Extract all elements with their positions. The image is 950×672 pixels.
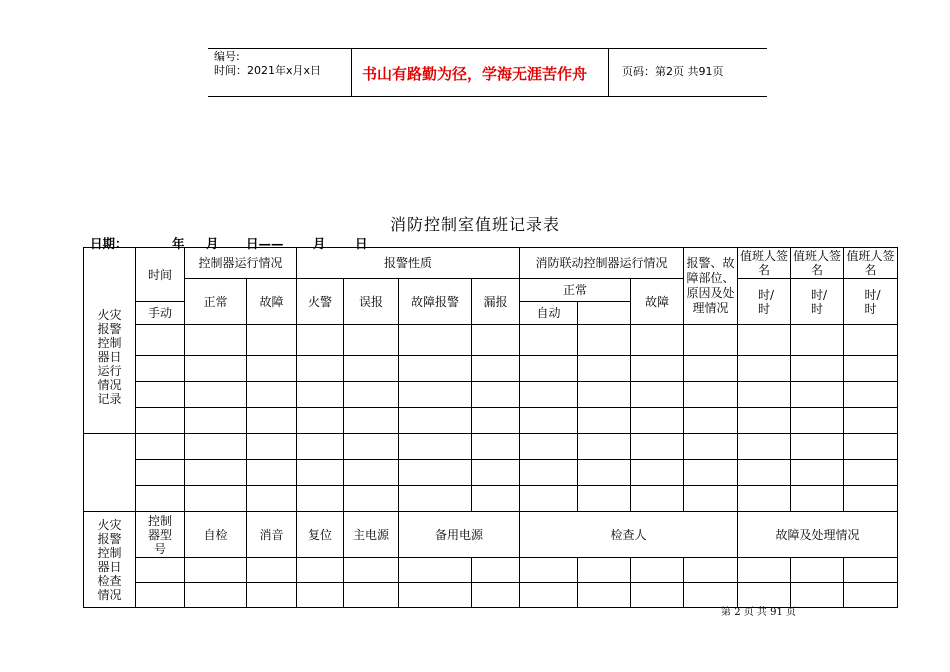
header-top-rule: [208, 48, 767, 49]
group-alarm: 报警性质: [297, 248, 520, 279]
page-title: 消防控制室值班记录表: [389, 215, 560, 234]
check-row: [84, 558, 898, 583]
col-duty-time: 时/时: [738, 279, 791, 325]
header-bottom-rule: [208, 96, 767, 97]
table-row: [84, 325, 898, 356]
duty-log-table: [83, 247, 898, 608]
col-auto: 自动: [520, 302, 578, 325]
col-model: 控制器型号: [136, 512, 185, 558]
date-label: 日期：: [90, 236, 128, 251]
table-row: [84, 486, 898, 512]
page-footer: 第 2 页 共 91 页: [721, 607, 796, 618]
section2-label: 火灾报警控制器日检查情况: [84, 512, 136, 608]
table-row: [84, 382, 898, 408]
page-number-label: 页码：第2页 共91页: [622, 65, 724, 78]
col-fire: 火警: [297, 279, 344, 325]
header-row: [84, 248, 898, 279]
col-controller-normal: 正常: [185, 279, 247, 325]
col-controller-fault: 故障: [247, 279, 297, 325]
date-year: 年: [172, 236, 185, 251]
header-divider: [608, 48, 609, 96]
col-duty-sign: 值班人签名: [738, 248, 791, 279]
col-reset: 复位: [297, 512, 344, 558]
col-missed: 漏报: [472, 279, 520, 325]
document-number-label: 编号:: [214, 50, 240, 63]
col-manual: 手动: [136, 302, 185, 325]
document-time-label: 时间：2021年x月x日: [214, 64, 322, 77]
col-duty-time: 时/时: [844, 279, 898, 325]
col-duty-sign: 值班人签名: [791, 248, 844, 279]
section1-label-tail: [84, 434, 136, 512]
table-row: [84, 434, 898, 460]
col-duty-sign: 值班人签名: [844, 248, 898, 279]
group-linkage: 消防联动控制器运行情况: [520, 248, 684, 279]
table-row: [84, 408, 898, 434]
date-day-end: 日: [355, 236, 368, 251]
date-month: 月: [206, 236, 219, 251]
header-row: [84, 279, 898, 302]
col-inspector: 检查人: [520, 512, 738, 558]
table-row: [84, 356, 898, 382]
section1-label: 火灾报警控制器日运行情况记录: [84, 248, 136, 434]
col-fault-alarm: 故障报警: [399, 279, 472, 325]
col-mute: 消音: [247, 512, 297, 558]
col-self-check: 自检: [185, 512, 247, 558]
table-row: [84, 460, 898, 486]
col-fault-handling: 故障及处理情况: [738, 512, 898, 558]
col-alarm-info: 报警、故障部位、原因及处理情况: [684, 248, 738, 325]
header-motto: 书山有路勤为径，学海无涯苦作舟: [362, 65, 588, 83]
col-linkage-fault: 故障: [631, 279, 684, 325]
col-false-alarm: 误报: [344, 279, 399, 325]
date-month-end: 月: [313, 236, 326, 251]
date-day-dash: 日——: [246, 236, 284, 251]
group-controller: 控制器运行情况: [185, 248, 297, 279]
check-header-row: [84, 512, 898, 558]
col-backup-power: 备用电源: [399, 512, 520, 558]
col-time: 时间: [136, 248, 185, 302]
col-main-power: 主电源: [344, 512, 399, 558]
col-linkage-normal: 正常: [520, 279, 631, 302]
header-divider: [351, 48, 352, 96]
col-duty-time: 时/时: [791, 279, 844, 325]
